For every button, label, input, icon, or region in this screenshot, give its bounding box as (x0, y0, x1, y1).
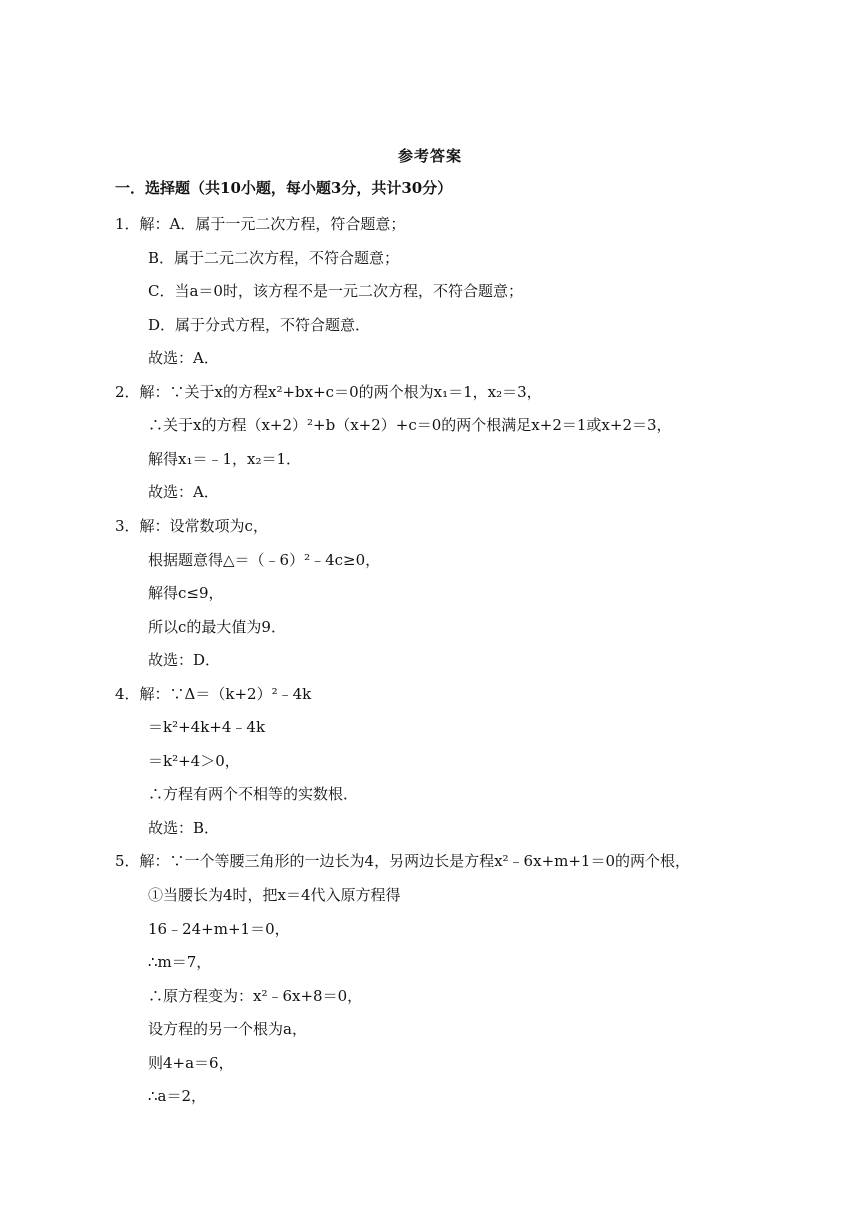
page-title: 参考答案 (397, 147, 462, 165)
answer-line: C．当a＝0时，该方程不是一元二次方程，不符合题意； (148, 282, 523, 301)
answer-line: B．属于二元二次方程，不符合题意； (148, 248, 400, 267)
answer-line: 1．解：A．属于一元二次方程，符合题意； (115, 215, 406, 233)
answer-line: ∴方程有两个不相等的实数根． (148, 785, 359, 804)
answer-line: ∴a＝2， (148, 1087, 207, 1106)
answer-line: 解得c≤9， (148, 584, 224, 603)
answer-line: 设方程的另一个根为a， (148, 1020, 307, 1039)
answer-line: 故选：A． (148, 349, 219, 368)
answer-line: 3．解：设常数项为c， (115, 516, 268, 535)
answer-line: 所以c的最大值为9． (148, 617, 286, 636)
answer-line: ＝k²+4k+4﹣4k (148, 718, 266, 737)
answer-line: 4．解：∵Δ＝（k+2）²﹣4k (115, 684, 312, 703)
answer-line: D．属于分式方程，不符合题意． (148, 315, 371, 334)
answer-line: ∴关于x的方程（x+2）²+b（x+2）+c＝0的两个根满足x+2＝1或x+2＝3， (148, 416, 672, 435)
answer-line: ＝k²+4＞0， (148, 751, 240, 770)
answer-line: 2．解：∵关于x的方程x²+bx+c＝0的两个根为x₁＝1，x₂＝3， (115, 382, 542, 401)
answer-line: 5．解：∵一个等腰三角形的一边长为4，另两边长是方程x²﹣6x+m+1＝0的两个根， (115, 852, 691, 871)
answer-line: ∴原方程变为：x²﹣6x+8＝0， (148, 986, 363, 1005)
answer-line: 根据题意得△＝（﹣6）²﹣4c≥0， (148, 550, 381, 569)
answer-line: 解得x₁＝﹣1，x₂＝1． (148, 449, 302, 468)
answer-line: 则4+a＝6， (148, 1053, 234, 1072)
answer-line: 故选：D． (148, 651, 221, 670)
answer-line: ∴m＝7， (148, 953, 212, 972)
answer-line: 故选：B． (148, 818, 220, 837)
answer-line: 故选：A． (148, 483, 219, 502)
section-heading: 一．选择题（共10小题，每小题3分，共计30分） (115, 179, 453, 197)
answer-line: ①当腰长为4时，把x＝4代入原方程得 (148, 886, 401, 904)
answer-line: 16﹣24+m+1＝0， (148, 919, 290, 938)
